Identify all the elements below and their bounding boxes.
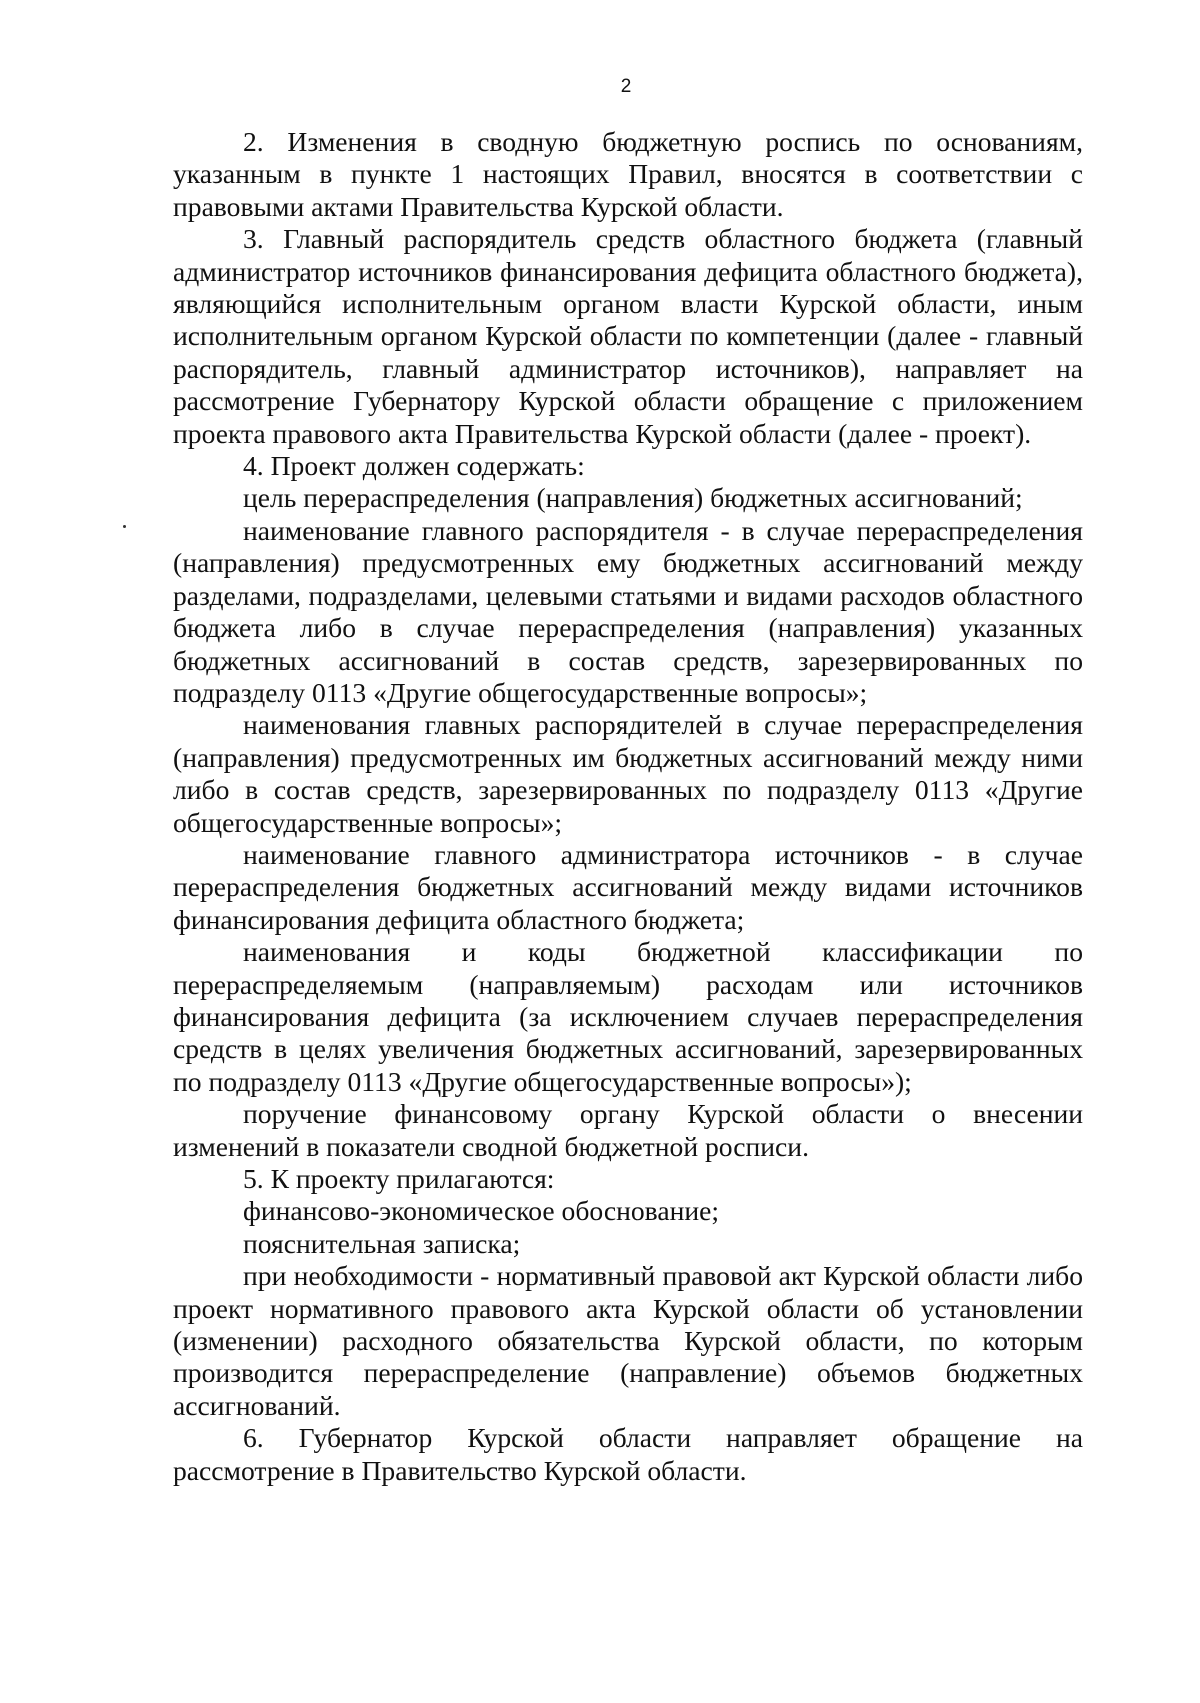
list-item-main-manager-name: наименование главного распорядителя - в случае перераспределения (направления) предусмотренных ему бюджетных ассигнований между разделами, подразделами, целевыми статьями и видами расходов областного бюджета либо в случае перераспределения (направления) указанных бюджетных ассигнований в состав средств, зарезервированных по подразделу 0113 «Другие общегосударственные вопросы»;: [173, 514, 1083, 708]
page-number: 2: [620, 76, 632, 97]
list-item-explanatory-note: пояснительная записка;: [243, 1227, 521, 1259]
list-item-instruction: поручение финансовому органу Курской области о внесении изменений в показатели сводной бюджетной росписи.: [173, 1098, 1083, 1162]
list-item-normative-act: при необходимости - нормативный правовой акт Курской области либо проект нормативного правового акта Курской области об установлении (изменении) расходного обязательства Курской области, по которым производится перераспределение (направление) объемов бюджетных ассигнований.: [173, 1260, 1083, 1421]
scan-speck: [123, 525, 126, 528]
paragraph-5-attachments: 5. К проекту прилагаются:: [243, 1163, 555, 1194]
paragraph-6-governor: 6. Губернатор Курской области направляет обращение на рассмотрение в Правительство Курской области.: [173, 1422, 1083, 1486]
list-item-main-managers-names: наименования главных распорядителей в случае перераспределения (направления) предусмотренных им бюджетных ассигнований между ними либо в состав средств, зарезервированных по подразделу 0113 «Другие общегосударственные вопросы»;: [173, 709, 1083, 838]
paragraph-4-project-contents: 4. Проект должен содержать:: [243, 450, 585, 482]
list-item-classification-codes: наименования и коды бюджетной классификации по перераспределяемым (направляемым) расходам или источников финансирования дефицита (за исключением случаев перераспределения средств в целях увеличения бюджетных ассигнований, зарезервированных по подразделу 0113 «Другие общегосударственные вопросы»);: [173, 936, 1083, 1097]
list-item-goal: цель перераспределения (направления) бюджетных ассигнований;: [243, 482, 1023, 514]
list-item-sources-administrator: наименование главного администратора источников - в случае перераспределения бюджетных ассигнований между видами источников финансирования дефицита областного бюджета;: [173, 838, 1083, 935]
document-body: [173, 126, 1083, 1487]
list-item-justification: финансово-экономическое обоснование;: [243, 1195, 720, 1227]
paragraph-2-changes: 2. Изменения в сводную бюджетную роспись по основаниям, указанным в пункте 1 настоящих Правил, вносятся в соответствии с правовыми актами Правительства Курской области.: [173, 126, 1083, 222]
paragraph-3-main-manager: 3. Главный распорядитель средств областного бюджета (главный администратор источников финансирования дефицита областного бюджета), являющийся исполнительным органом власти Курской области, иным исполнительным органом Курской области по компетенции (далее - главный распорядитель, главный администратор источников), направляет на рассмотрение Губернатору Курской области обращение с приложением проекта правового акта Правительства Курской области (далее - проект).: [173, 223, 1083, 449]
